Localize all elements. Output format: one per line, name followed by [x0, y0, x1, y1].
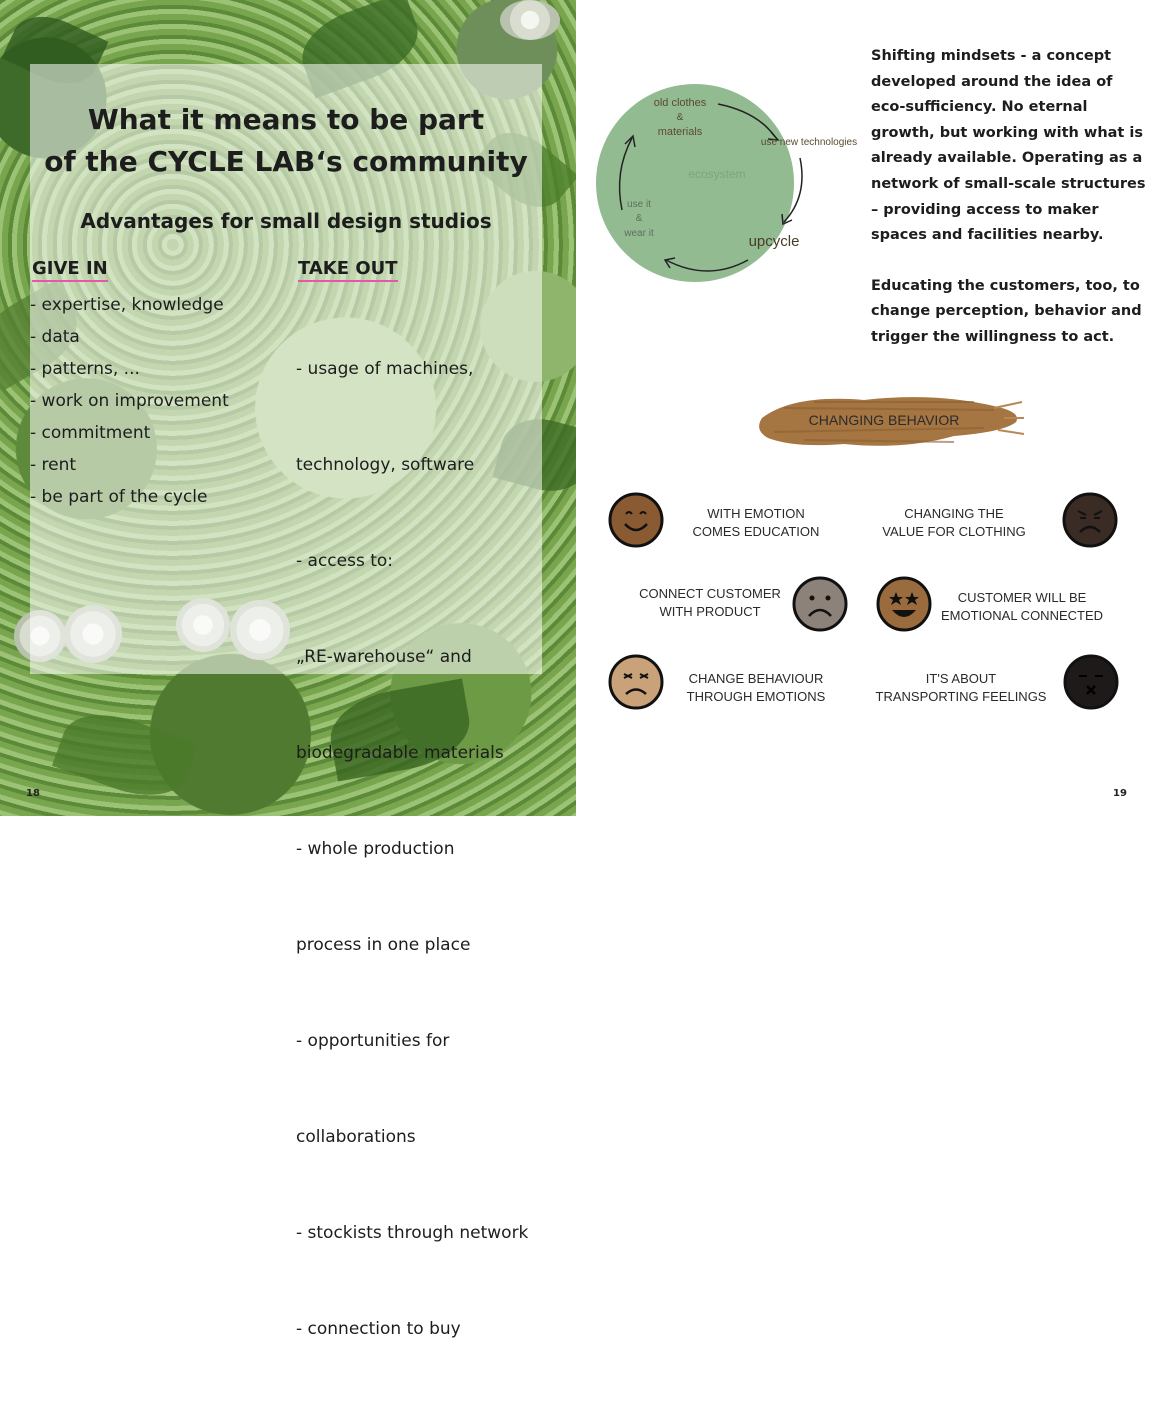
title-line-2: of the CYCLE LAB‘s community: [44, 145, 528, 178]
give-in-list: [30, 289, 290, 513]
emotion-label-line: CHANGING THE: [904, 506, 1004, 521]
ecosystem-circle: [596, 84, 794, 282]
emotion-label-line: THROUGH EMOTIONS: [686, 689, 826, 704]
title-line-1: What it means to be part: [87, 103, 485, 136]
page-number-left: 18: [26, 788, 40, 799]
page-title: [30, 102, 542, 180]
emotion-label-line: CONNECT CUSTOMER: [639, 586, 781, 601]
cycle-label-upcycle: upcycle: [748, 233, 800, 250]
emotion-label: [938, 589, 1106, 625]
emotion-label-line: CUSTOMER WILL BE: [957, 590, 1087, 605]
emotion-label-line: WITH EMOTION: [707, 506, 805, 521]
list-item: - patterns, ...: [30, 359, 140, 379]
list-item: - stockists through network: [296, 1223, 529, 1243]
paragraph-mindsets: Shifting mindsets - a concept developed around the idea of eco-sufficiency. No eternal growth, but working with what is already available. Operating as a network of small-scale structures – providing access to maker spaces and facilities nearby.: [871, 48, 1146, 244]
emotion-label: [672, 505, 840, 541]
paragraph-educating: Educating the customers, too, to change perception, behavior and trigger the willingness to act.: [871, 277, 1142, 345]
list-item: biodegradable materials: [296, 743, 504, 763]
list-item: technology, software: [296, 455, 475, 475]
take-out-heading: TAKE OUT: [298, 258, 398, 282]
list-item: - whole production: [296, 839, 455, 859]
succulent-decoration: [500, 0, 560, 40]
emotion-label-line: IT'S ABOUT: [925, 671, 997, 686]
list-item: - opportunities for: [296, 1031, 450, 1051]
ecosystem-cycle-diagram: [588, 76, 868, 296]
page-number-right: 19: [1113, 788, 1127, 799]
emotion-label: [864, 505, 1044, 541]
list-item: - commitment: [30, 423, 151, 443]
list-item: - connection to buy: [296, 1319, 461, 1339]
changing-behavior-label: CHANGING BEHAVIOR: [808, 412, 960, 428]
list-item: process in one place: [296, 935, 471, 955]
give-in-heading: GIVE IN: [32, 258, 108, 282]
cycle-label-ecosystem: ecosystem: [688, 167, 746, 181]
emotion-label-line: EMOTIONAL CONNECTED: [940, 608, 1104, 623]
cycle-label-amp: &: [676, 112, 684, 123]
list-item: - access to:: [296, 551, 394, 571]
emotion-label: [866, 670, 1056, 706]
list-item: collaborations: [296, 1127, 416, 1147]
left-page: [0, 0, 576, 1339]
emotion-label-line: WITH PRODUCT: [659, 604, 761, 619]
list-item: - rent: [30, 455, 77, 475]
list-item: - be part of the cycle: [30, 487, 208, 507]
page-subtitle: Advantages for small design studios: [80, 209, 492, 233]
sad-face-icon: [792, 576, 848, 632]
cycle-label-wear-it: wear it: [624, 228, 654, 239]
cycle-label-materials: materials: [657, 126, 703, 138]
cycle-label-old-clothes: old clothes: [653, 97, 707, 109]
list-item: - expertise, knowledge: [30, 295, 224, 315]
emotion-label-line: CHANGE BEHAVIOUR: [688, 671, 824, 686]
star-grin-face-icon: [876, 576, 932, 632]
list-item: - work on improvement: [30, 391, 229, 411]
frown-face-icon: [608, 654, 664, 710]
worried-face-icon: [1062, 492, 1118, 548]
emotion-label-line: COMES EDUCATION: [692, 524, 820, 539]
intro-text: [871, 44, 1146, 351]
list-item: - usage of machines,: [296, 359, 474, 379]
list-item: - data: [30, 327, 80, 347]
smile-face-icon: [608, 492, 664, 548]
emotion-label-line: TRANSPORTING FEELINGS: [875, 689, 1047, 704]
take-out-list: [296, 289, 546, 1409]
emotion-label-line: VALUE FOR CLOTHING: [882, 524, 1026, 539]
list-item: „RE-warehouse“ and: [296, 647, 472, 667]
emotion-label: [624, 585, 796, 621]
right-page: [576, 0, 1156, 816]
cycle-label-use-it: use it: [627, 199, 651, 210]
foliage-decoration: [52, 700, 198, 810]
x-mouth-face-icon: [1063, 654, 1119, 710]
emotion-label: [672, 670, 840, 706]
cycle-label-new-technologies: use new technologies: [760, 137, 858, 148]
cycle-label-amp-2: &: [635, 213, 643, 224]
